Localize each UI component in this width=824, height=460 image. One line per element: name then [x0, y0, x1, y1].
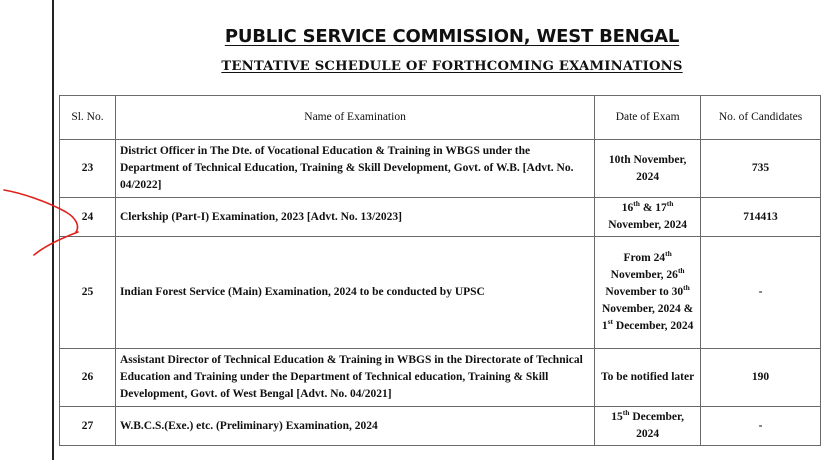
cell-sl-no: 23 — [60, 140, 116, 198]
left-margin-rule — [52, 0, 54, 460]
cell-exam-name: District Officer in The Dte. of Vocational Education & Training in WBGS under the Department of Technical Education, Training & Skill Development, Govt. of W.B. [Advt. No. 04/2022] — [115, 140, 594, 198]
column-header-candidates: No. of Candidates — [701, 96, 821, 140]
table-row — [60, 407, 821, 446]
page-title: PUBLIC SERVICE COMMISSION, WEST BENGAL — [224, 26, 680, 47]
table-row — [60, 237, 821, 349]
cell-candidates: - — [701, 407, 821, 446]
cell-candidates: - — [701, 237, 821, 349]
exam-schedule-table — [59, 95, 821, 446]
table-row — [60, 198, 821, 237]
cell-exam-date: 10th November, 2024 — [595, 140, 701, 198]
cell-sl-no: 25 — [60, 237, 116, 349]
cell-exam-name: Assistant Director of Technical Education & Training in WBGS in the Directorate of Technical Education and Training under the Department of Technical education, Training & Skill Development, Govt. of West Bengal [Advt. No. 04/2021] — [115, 349, 594, 407]
column-header-sl-no: Sl. No. — [60, 96, 116, 140]
table-row — [60, 140, 821, 198]
column-header-name: Name of Examination — [115, 96, 594, 140]
page-subtitle: TENTATIVE SCHEDULE OF FORTHCOMING EXAMINATIONS — [221, 59, 683, 74]
column-header-date: Date of Exam — [595, 96, 701, 140]
cell-sl-no: 26 — [60, 349, 116, 407]
cell-exam-date: 15th December, 2024 — [595, 407, 701, 446]
cell-exam-date: To be notified later — [595, 349, 701, 407]
table-row — [60, 349, 821, 407]
cell-sl-no: 27 — [60, 407, 116, 446]
cell-exam-name: Indian Forest Service (Main) Examination, 2024 to be conducted by UPSC — [115, 237, 594, 349]
cell-candidates: 735 — [701, 140, 821, 198]
cell-exam-date: From 24th November, 26th November to 30th November, 2024 & 1st December, 2024 — [595, 237, 701, 349]
cell-exam-date: 16th & 17th November, 2024 — [595, 198, 701, 237]
cell-exam-name: Clerkship (Part-I) Examination, 2023 [Advt. No. 13/2023] — [115, 198, 594, 237]
table-header-row — [60, 96, 821, 140]
cell-sl-no: 24 — [60, 198, 116, 237]
cell-exam-name: W.B.C.S.(Exe.) etc. (Preliminary) Examination, 2024 — [115, 407, 594, 446]
cell-candidates: 714413 — [701, 198, 821, 237]
cell-candidates: 190 — [701, 349, 821, 407]
